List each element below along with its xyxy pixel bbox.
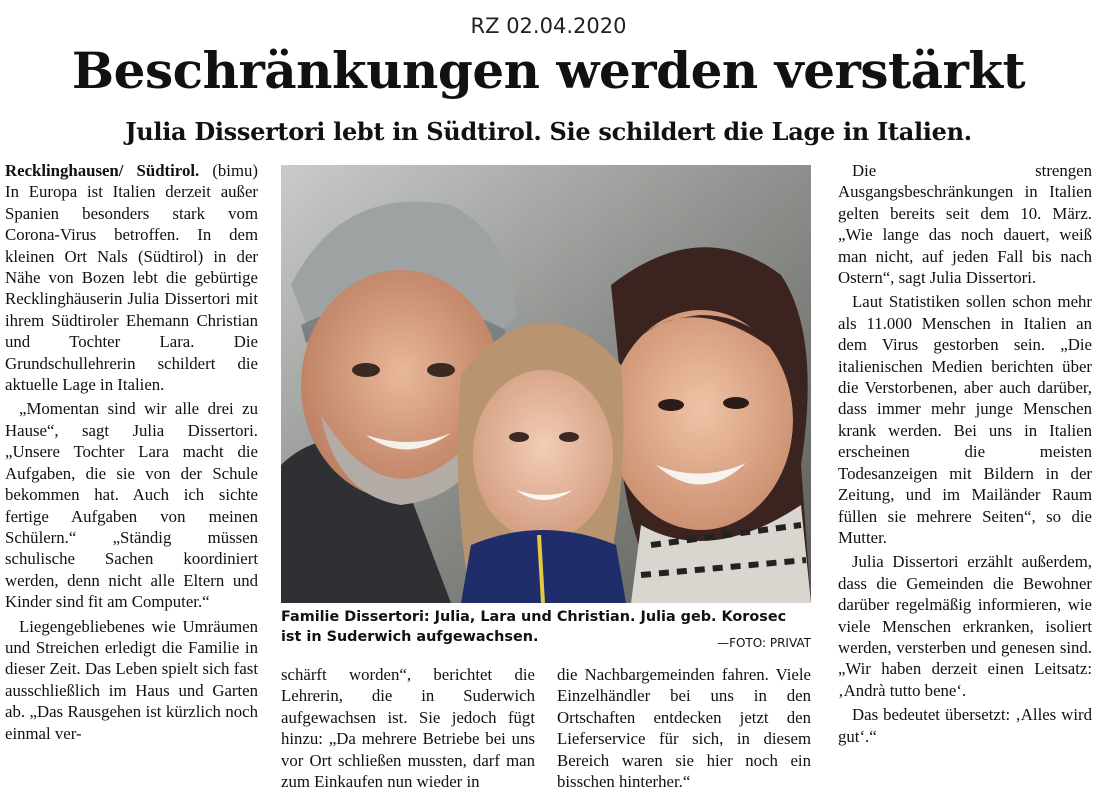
photo-credit: —FOTO: PRIVAT [717, 636, 811, 650]
issue-dateline: RZ 02.04.2020 [470, 14, 627, 38]
paragraph: Die strengen Ausgangsbeschränkungen in Italien gelten bereits seit dem 10. März. „Wie lange das noch dauert, weiß man nicht, auf jeden Fall bis nach Ostern“, sagt Julia Dissertori. [838, 161, 1092, 288]
paragraph: schärft worden“, berichtet die Lehrerin, die in Suderwich aufgewachsen ist. Sie jedoch fügt hinzu: „Da mehrere Betriebe bei uns vor Ort schließen mussten, darf man zum Einkaufen nun wieder in [281, 665, 535, 792]
headline: Beschränkungen werden verstärkt [71, 41, 1026, 100]
paragraph: Laut Statistiken sollen schon mehr als 11.000 Menschen in Italien an dem Virus gestorben sein. „Die italienischen Medien berichten über die Verstorbenen, aber auch darüber, dass immer mehr junge Menschen krank werden. Bei uns in Italien erscheinen die meisten Todesanzeigen mit Bildern in der Zeitung, und im Mailänder Raum füllen sie mehrere Seiten“, so die Mutter. [838, 292, 1092, 547]
location-lead: Recklinghausen/ Südtirol. [5, 161, 200, 180]
article-column-2 [281, 664, 535, 792]
family-photo-illustration [281, 165, 811, 603]
paragraph [5, 160, 258, 395]
paragraph: Das bedeutet übersetzt: ‚Alles wird gut‘.“ [838, 705, 1092, 746]
article-column-3 [557, 664, 811, 792]
family-photo [281, 165, 811, 603]
article-column-1 [5, 160, 258, 744]
subheadline: Julia Dissertori lebt in Südtirol. Sie schildert die Lage in Italien. [125, 117, 972, 146]
paragraph-text: (bimu) In Europa ist Italien derzeit außer Spanien besonders stark vom Corona-Virus betroffen. In dem kleinen Ort Nals (Südtirol) in der Nähe von Bozen lebt die gebürtige Recklinghäuserin Julia Dissertori mit ihrem Südtiroler Ehemann Christian und Tochter Lara. Die Grundschullehrerin schildert die aktuelle Lage in Italien. [5, 161, 258, 395]
caption-text: Familie Dissertori: Julia, Lara und Christian. Julia geb. Korosec ist in Suderwich aufgewachsen. [281, 609, 787, 645]
paragraph: „Momentan sind wir alle drei zu Hause“, sagt Julia Dissertori. „Unsere Tochter Lara macht die Aufgaben, die sie von der Schule bekommen hat. Auch ich sichte fertige Aufgaben von meinen Schülern.“ „Ständig müssen schulische Sachen koordiniert werden, denn nicht alle Eltern und Kinder sind fit am Computer.“ [5, 399, 258, 612]
photo-caption [281, 607, 811, 661]
paragraph: die Nachbargemeinden fahren. Viele Einzelhändler bei uns in den Ortschaften entdecken jetzt den Lieferservice für sich, in diesem Bereich waren sie hier noch ein bisschen hinterher.“ [557, 665, 811, 792]
paragraph: Julia Dissertori erzählt außerdem, dass die Gemeinden die Bewohner darüber regelmäßig informieren, wie viele Menschen erkranken, isoliert werden, versterben und genesen sind. „Wir haben derzeit einen Leitsatz: ‚Andrà tutto bene‘. [838, 552, 1092, 700]
article-column-4 [838, 160, 1092, 747]
paragraph: Liegengebliebenes wie Umräumen und Streichen erledigt die Familie in dieser Zeit. Das Leben spielt sich fast ausschließlich im Haus und Garten ab. „Das Rausgehen ist kürzlich noch einmal ver- [5, 616, 258, 743]
